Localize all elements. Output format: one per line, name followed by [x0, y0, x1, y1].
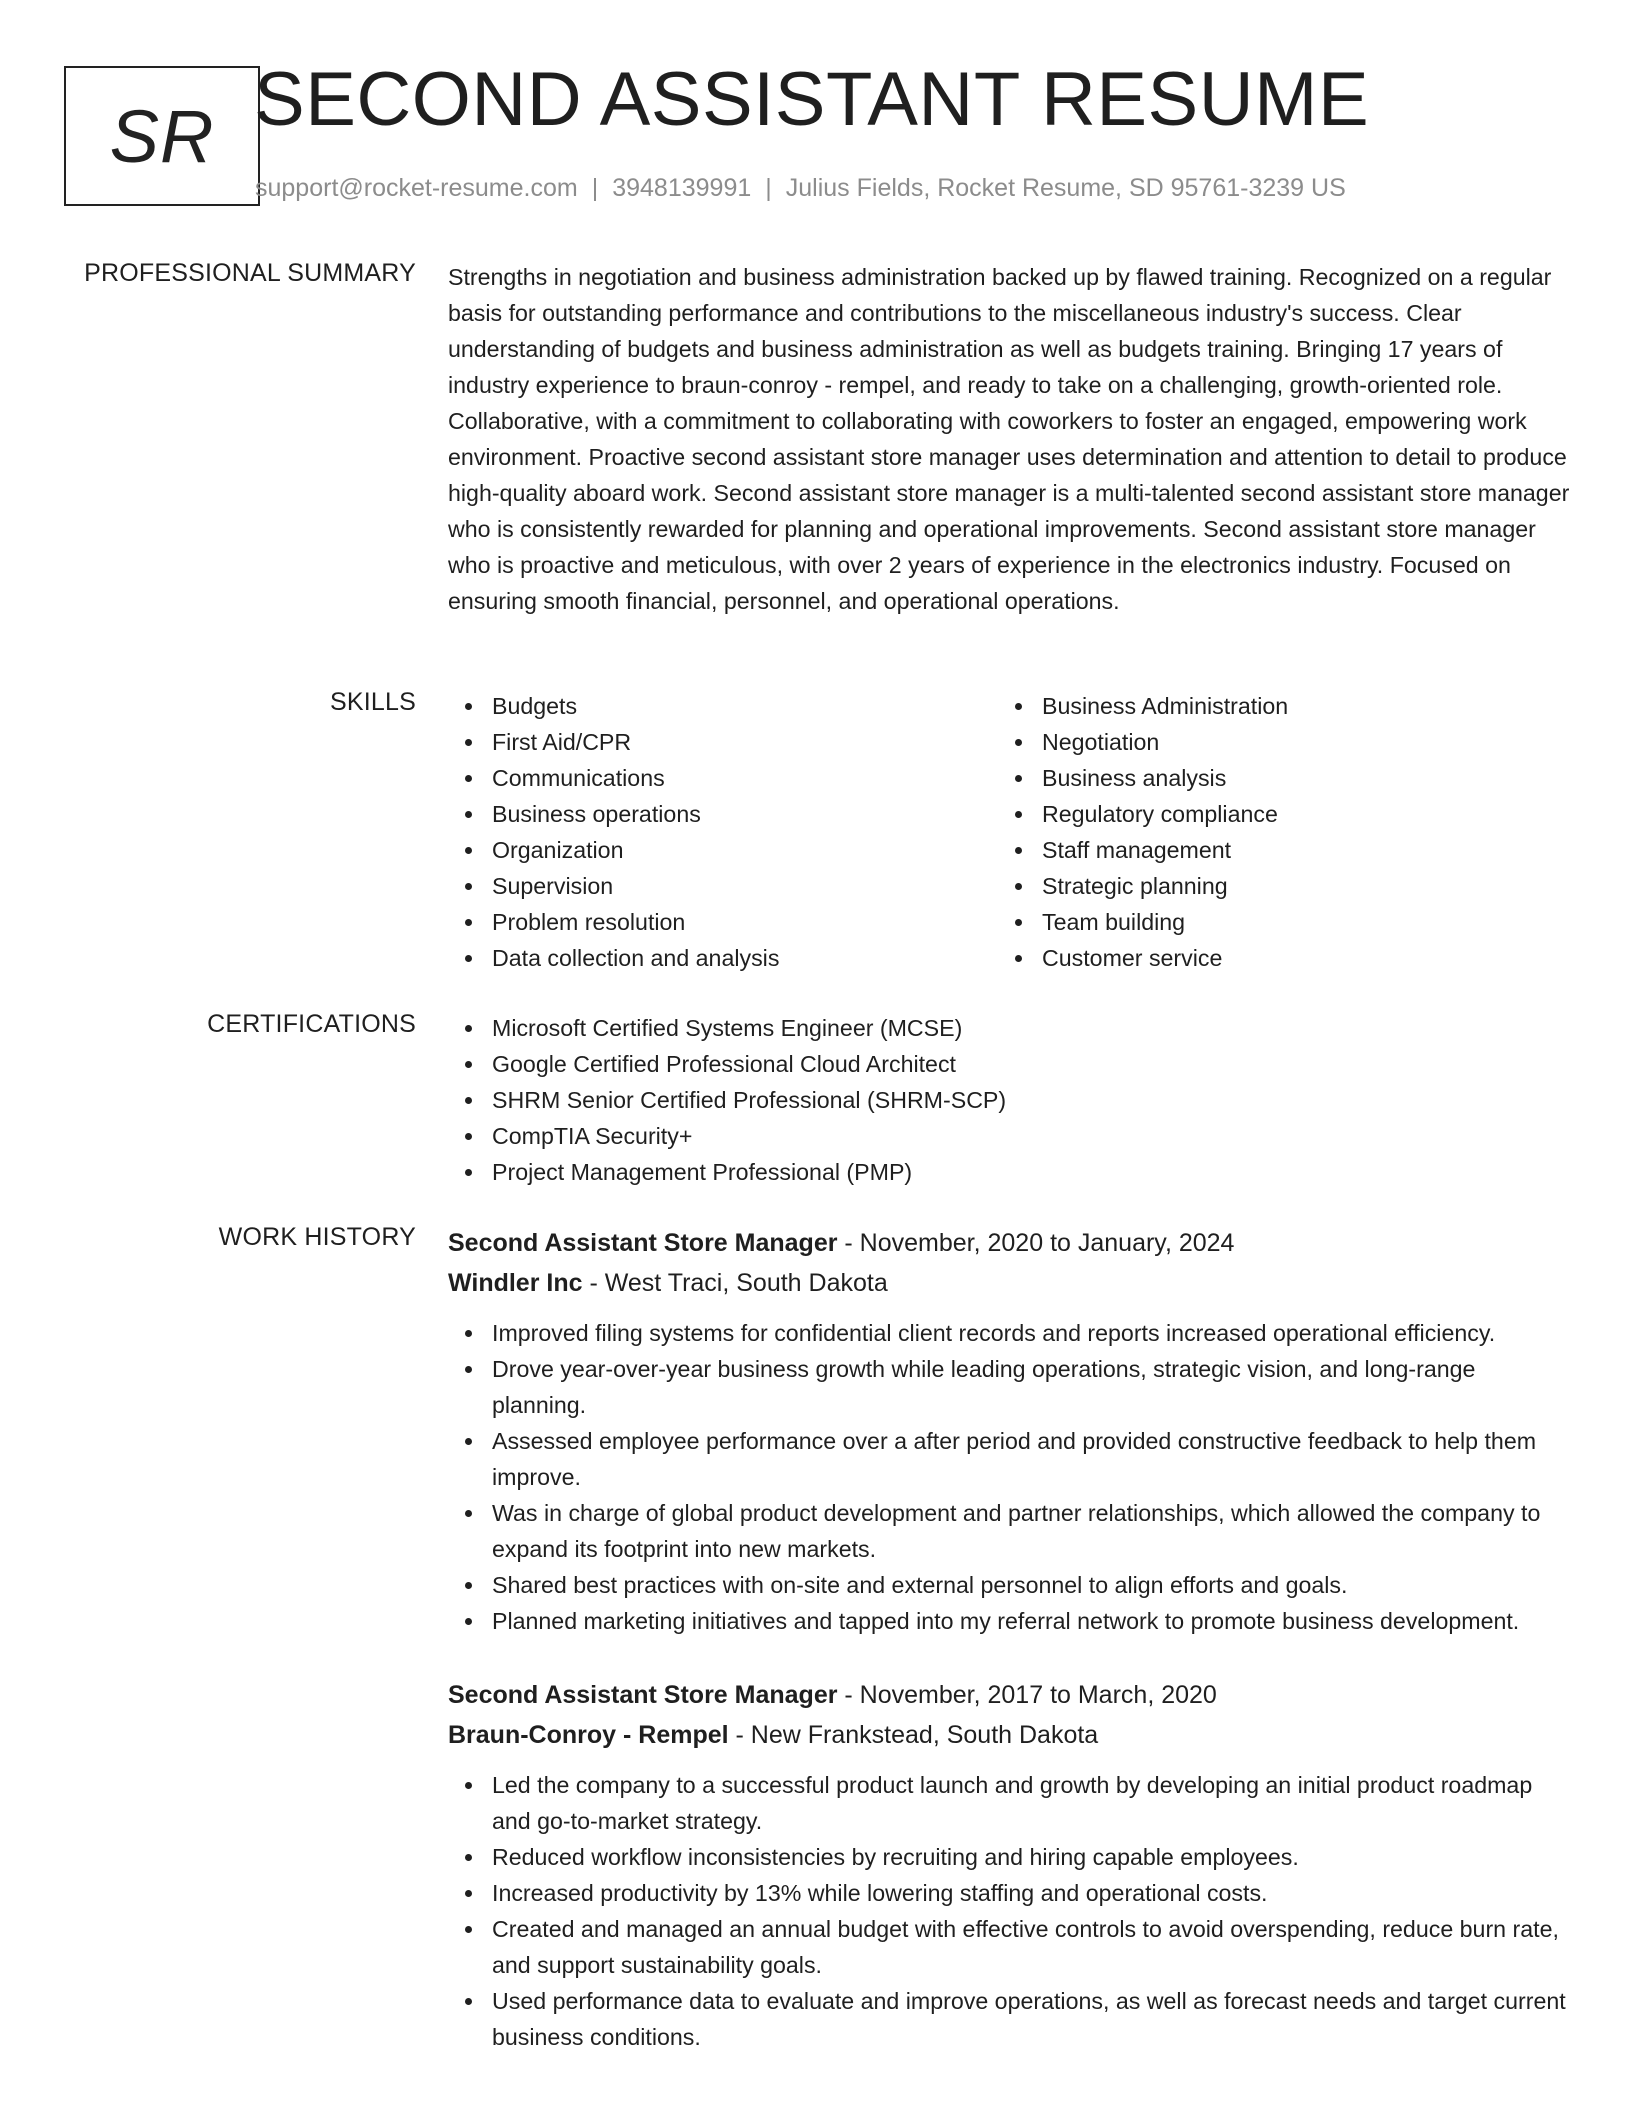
- job-company: Braun-Conroy - Rempel: [448, 1721, 729, 1749]
- job-location: - New Frankstead, South Dakota: [728, 1721, 1099, 1749]
- job-location: - West Traci, South Dakota: [582, 1269, 888, 1297]
- skill-item: Business Administration: [1042, 688, 1548, 724]
- work-history-body: [448, 1223, 1572, 2055]
- job-duty: Led the company to a successful product launch and growth by developing an initial product roadmap and go-to-market strategy.: [492, 1767, 1572, 1839]
- skill-item: First Aid/CPR: [492, 724, 998, 760]
- skill-item: Budgets: [492, 688, 998, 724]
- skills-column-left: [448, 688, 998, 976]
- job-title-line: [448, 1675, 1572, 1715]
- job-duty: Drove year-over-year business growth while leading operations, strategic vision, and long-range planning.: [492, 1351, 1572, 1423]
- skill-item: Communications: [492, 760, 998, 796]
- skill-item: Supervision: [492, 868, 998, 904]
- skills-body: [448, 688, 1572, 976]
- resume-title: SECOND ASSISTANT RESUME: [254, 57, 1370, 142]
- skill-item: Regulatory compliance: [1042, 796, 1548, 832]
- job-duty: Created and managed an annual budget with effective controls to avoid overspending, reduce burn rate, and support sustainability goals.: [492, 1911, 1572, 1983]
- job-company: Windler Inc: [448, 1269, 583, 1297]
- contact-email[interactable]: support@rocket-resume.com: [255, 174, 578, 202]
- job-company-line: [448, 1263, 1572, 1303]
- skill-item: Organization: [492, 832, 998, 868]
- job-title-line: [448, 1223, 1572, 1263]
- skills-grid: [448, 688, 1572, 976]
- job-entry: [448, 1675, 1572, 2055]
- skill-item: Negotiation: [1042, 724, 1548, 760]
- certification-item: CompTIA Security+: [492, 1118, 1572, 1154]
- certification-item: Project Management Professional (PMP): [492, 1154, 1572, 1190]
- contact-separator: |: [765, 174, 772, 202]
- skill-item: Team building: [1042, 904, 1548, 940]
- certification-item: SHRM Senior Certified Professional (SHRM-SCP): [492, 1082, 1572, 1118]
- job-duty: Assessed employee performance over a after period and provided constructive feedback to help them improve.: [492, 1423, 1572, 1495]
- skill-item: Strategic planning: [1042, 868, 1548, 904]
- skill-item: Data collection and analysis: [492, 940, 998, 976]
- skills-heading: SKILLS: [330, 688, 416, 716]
- job-dates: - November, 2020 to January, 2024: [837, 1229, 1235, 1257]
- job-duty: Improved filing systems for confidential client records and reports increased operational efficiency.: [492, 1315, 1572, 1351]
- certifications-list: [448, 1010, 1572, 1190]
- summary-text: Strengths in negotiation and business administration backed up by flawed training. Recognized on a regular basis for outstanding performance and contributions to the miscellaneous industry's success. Clear understanding of budgets and business administration as well as budgets training. Bringing 17 years of industry experience to braun-conroy - rempel, and ready to take on a challenging, growth-oriented role. Collaborative, with a commitment to collaborating with coworkers to foster an engaged, empowering work environment. Proactive second assistant store manager uses determination and attention to detail to produce high-quality aboard work. Second assistant store manager is a multi-talented second assistant store manager who is consistently rewarded for planning and operational improvements. Second assistant store manager who is proactive and meticulous, with over 2 years of experience in the electronics industry. Focused on ensuring smooth financial, personnel, and operational operations.: [448, 264, 1570, 614]
- contact-separator: |: [591, 174, 599, 202]
- job-duty: Planned marketing initiatives and tapped into my referral network to promote business development.: [492, 1603, 1572, 1639]
- job-duty: Increased productivity by 13% while lowering staffing and operational costs.: [492, 1875, 1572, 1911]
- certifications-body: [448, 1010, 1572, 1190]
- skill-item: Business analysis: [1042, 760, 1548, 796]
- job-role: Second Assistant Store Manager: [448, 1229, 838, 1257]
- job-company-line: [448, 1715, 1572, 1755]
- monogram-initials: SR: [109, 94, 215, 178]
- job-duty: Used performance data to evaluate and improve operations, as well as forecast needs and target current business conditions.: [492, 1983, 1572, 2055]
- summary-heading: PROFESSIONAL SUMMARY: [84, 259, 416, 287]
- skills-list-left: [448, 688, 998, 976]
- job-duty: Shared best practices with on-site and external personnel to align efforts and goals.: [492, 1567, 1572, 1603]
- monogram-badge: [64, 66, 260, 206]
- skills-list-right: [998, 688, 1548, 976]
- work-history-heading: WORK HISTORY: [218, 1223, 416, 1251]
- job-dates: - November, 2017 to March, 2020: [837, 1681, 1217, 1709]
- job-duties-list: [448, 1767, 1572, 2055]
- job-entry: [448, 1223, 1572, 1639]
- summary-body: [448, 259, 1572, 619]
- contact-address: Julius Fields, Rocket Resume, SD 95761-3239 US: [785, 174, 1346, 202]
- skill-item: Customer service: [1042, 940, 1548, 976]
- skill-item: Problem resolution: [492, 904, 998, 940]
- job-duty: Reduced workflow inconsistencies by recruiting and hiring capable employees.: [492, 1839, 1572, 1875]
- skill-item: Business operations: [492, 796, 998, 832]
- certifications-heading: CERTIFICATIONS: [207, 1010, 416, 1038]
- job-role: Second Assistant Store Manager: [448, 1681, 838, 1709]
- contact-line: [255, 174, 1346, 203]
- certification-item: Microsoft Certified Systems Engineer (MCSE): [492, 1010, 1572, 1046]
- contact-phone[interactable]: 3948139991: [612, 174, 752, 202]
- job-spacer: [448, 1639, 1572, 1675]
- skill-item: Staff management: [1042, 832, 1548, 868]
- certification-item: Google Certified Professional Cloud Architect: [492, 1046, 1572, 1082]
- skills-column-right: [998, 688, 1548, 976]
- job-duty: Was in charge of global product development and partner relationships, which allowed the company to expand its footprint into new markets.: [492, 1495, 1572, 1567]
- job-duties-list: [448, 1315, 1572, 1639]
